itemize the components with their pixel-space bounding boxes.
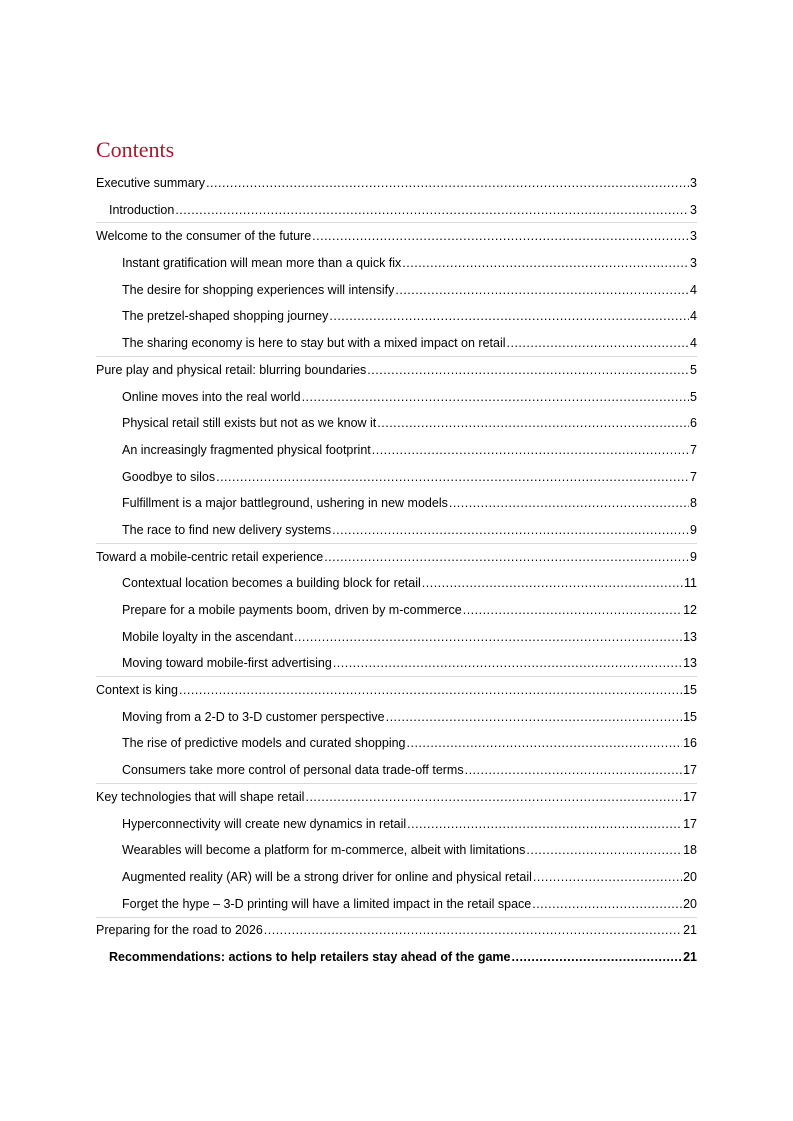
toc-entry-title: Key technologies that will shape retail [96, 789, 305, 804]
dot-leader [175, 197, 689, 224]
dot-leader [372, 437, 689, 464]
toc-entry-title: Pure play and physical retail: blurring boundaries [96, 362, 367, 377]
toc-page-number: 4 [690, 336, 697, 351]
toc-entry[interactable] [96, 357, 697, 384]
toc-entry[interactable] [96, 757, 697, 784]
toc-entry[interactable] [96, 464, 697, 491]
toc-entry-title: Instant gratification will mean more than a quick fix [122, 256, 402, 271]
dot-leader [533, 864, 682, 891]
toc-entry[interactable] [96, 917, 697, 944]
toc-entry[interactable] [96, 437, 697, 464]
toc-entry[interactable] [96, 597, 697, 624]
toc-entry-title: Welcome to the consumer of the future [96, 229, 312, 244]
dot-leader [179, 677, 682, 704]
toc-page-number: 3 [690, 229, 697, 244]
toc-page-number: 3 [690, 256, 697, 271]
table-of-contents [96, 170, 697, 971]
toc-page-number: 4 [690, 309, 697, 324]
toc-entry-title: Preparing for the road to 2026 [96, 923, 263, 938]
toc-entry-title: The sharing economy is here to stay but with a mixed impact on retail [122, 336, 506, 351]
toc-entry[interactable] [96, 384, 697, 411]
toc-entry[interactable] [96, 330, 697, 357]
toc-entry-title: The pretzel-shaped shopping journey [122, 309, 329, 324]
toc-entry[interactable] [96, 223, 697, 250]
toc-entry-title: Goodbye to silos [122, 469, 216, 484]
dot-leader [377, 410, 689, 437]
section-divider [96, 917, 697, 918]
toc-entry[interactable] [96, 490, 697, 517]
toc-page-number: 12 [683, 603, 697, 617]
toc-entry[interactable] [96, 864, 697, 891]
toc-entry[interactable] [96, 410, 697, 437]
toc-entry[interactable] [96, 570, 697, 597]
dot-leader [332, 517, 689, 544]
toc-entry[interactable] [96, 650, 697, 677]
toc-page-number: 18 [683, 843, 697, 858]
dot-leader [206, 170, 689, 197]
dot-leader [294, 624, 682, 651]
toc-entry-title: Consumers take more control of personal data trade-off terms [122, 763, 464, 778]
dot-leader [305, 784, 682, 811]
toc-entry-title: Moving from a 2-D to 3-D customer perspective [122, 709, 385, 724]
dot-leader [302, 384, 689, 411]
toc-entry[interactable] [96, 837, 697, 864]
toc-page-number: 5 [690, 389, 697, 404]
dot-leader [532, 891, 682, 918]
section-divider [96, 783, 697, 784]
dot-leader [312, 223, 689, 250]
dot-leader [526, 837, 682, 864]
section-divider [96, 222, 697, 223]
toc-page-number: 20 [683, 869, 697, 884]
toc-page-number: 15 [683, 683, 697, 698]
toc-page-number: 8 [690, 496, 697, 511]
page-title: Contents [96, 137, 175, 162]
toc-entry[interactable] [96, 250, 697, 277]
toc-entry-title: Context is king [96, 683, 178, 698]
toc-entry-title: Contextual location becomes a building block for retail [122, 576, 421, 591]
toc-page-number: 7 [690, 442, 697, 457]
toc-entry[interactable] [96, 544, 697, 571]
section-divider [96, 543, 697, 544]
dot-leader [216, 464, 689, 491]
dot-leader [395, 277, 689, 304]
toc-page-number: 7 [690, 469, 697, 484]
toc-entry[interactable] [96, 303, 697, 330]
toc-entry-title: Executive summary [96, 176, 206, 190]
dot-leader [367, 357, 689, 384]
toc-entry-title: Online moves into the real world [122, 389, 301, 404]
toc-entry-title: The desire for shopping experiences will intensify [122, 282, 395, 297]
toc-page-number: 3 [690, 202, 697, 217]
toc-entry-title: Forget the hype – 3-D printing will have a limited impact in the retail space [122, 896, 532, 911]
toc-entry-title: Augmented reality (AR) will be a strong driver for online and physical retail [122, 869, 532, 884]
toc-page-number: 13 [683, 656, 697, 671]
toc-entry-title: Fulfillment is a major battleground, ushering in new models [122, 496, 448, 511]
toc-entry-title: Recommendations: actions to help retailers stay ahead of the game [109, 949, 511, 964]
dot-leader [329, 303, 689, 330]
toc-entry[interactable] [96, 784, 697, 811]
toc-page-number: 16 [683, 736, 697, 751]
toc-page-number: 9 [690, 549, 697, 564]
toc-page-number: 6 [690, 416, 697, 431]
dot-leader [407, 811, 682, 838]
toc-entry-title: Introduction [109, 202, 175, 217]
dot-leader [402, 250, 689, 277]
dot-leader [449, 490, 689, 517]
section-divider [96, 676, 697, 677]
toc-entry-title: The race to find new delivery systems [122, 522, 332, 537]
toc-entry-title: The rise of predictive models and curated shopping [122, 736, 406, 751]
toc-entry-title: Mobile loyalty in the ascendant [122, 629, 293, 644]
toc-entry[interactable] [96, 677, 697, 704]
toc-entry[interactable] [96, 704, 697, 731]
toc-page-number: 15 [683, 709, 697, 724]
toc-page-number: 3 [690, 176, 697, 190]
toc-entry[interactable] [96, 197, 697, 224]
toc-entry[interactable] [96, 811, 697, 838]
toc-page-number: 11 [684, 576, 697, 591]
dot-leader [407, 730, 683, 757]
toc-page-number: 21 [683, 923, 697, 938]
toc-entry[interactable] [96, 517, 697, 544]
toc-entry[interactable] [96, 944, 697, 971]
toc-entry[interactable] [96, 170, 697, 197]
dot-leader [512, 944, 683, 971]
toc-entry-title: Wearables will become a platform for m-commerce, albeit with limitations [122, 843, 526, 858]
toc-entry[interactable] [96, 624, 697, 651]
toc-entry[interactable] [96, 891, 697, 918]
toc-entry-title: Prepare for a mobile payments boom, driven by m-commerce [122, 603, 462, 617]
toc-entry-title: Moving toward mobile-first advertising [122, 656, 332, 671]
dot-leader [463, 597, 682, 624]
toc-entry-title: An increasingly fragmented physical footprint [122, 442, 371, 457]
toc-page-number: 17 [683, 789, 697, 804]
dot-leader [264, 917, 682, 944]
toc-page-number: 5 [690, 362, 697, 377]
toc-entry-title: Physical retail still exists but not as we know it [122, 416, 377, 431]
toc-page-number: 13 [683, 629, 697, 644]
toc-page-number: 4 [690, 282, 697, 297]
dot-leader [422, 570, 683, 597]
toc-entry-title: Toward a mobile-centric retail experience [96, 549, 324, 564]
toc-page-number: 9 [690, 522, 697, 537]
toc-page-number: 21 [683, 949, 697, 964]
dot-leader [465, 757, 682, 784]
dot-leader [333, 650, 682, 677]
dot-leader [507, 330, 690, 357]
toc-page-number: 17 [683, 763, 697, 778]
section-divider [96, 356, 697, 357]
toc-entry[interactable] [96, 277, 697, 304]
toc-entry-title: Hyperconnectivity will create new dynamics in retail [122, 816, 407, 831]
toc-entry[interactable] [96, 730, 697, 757]
toc-page-number: 20 [683, 896, 697, 911]
dot-leader [386, 704, 683, 731]
dot-leader [324, 544, 689, 571]
toc-page-number: 17 [683, 816, 697, 831]
